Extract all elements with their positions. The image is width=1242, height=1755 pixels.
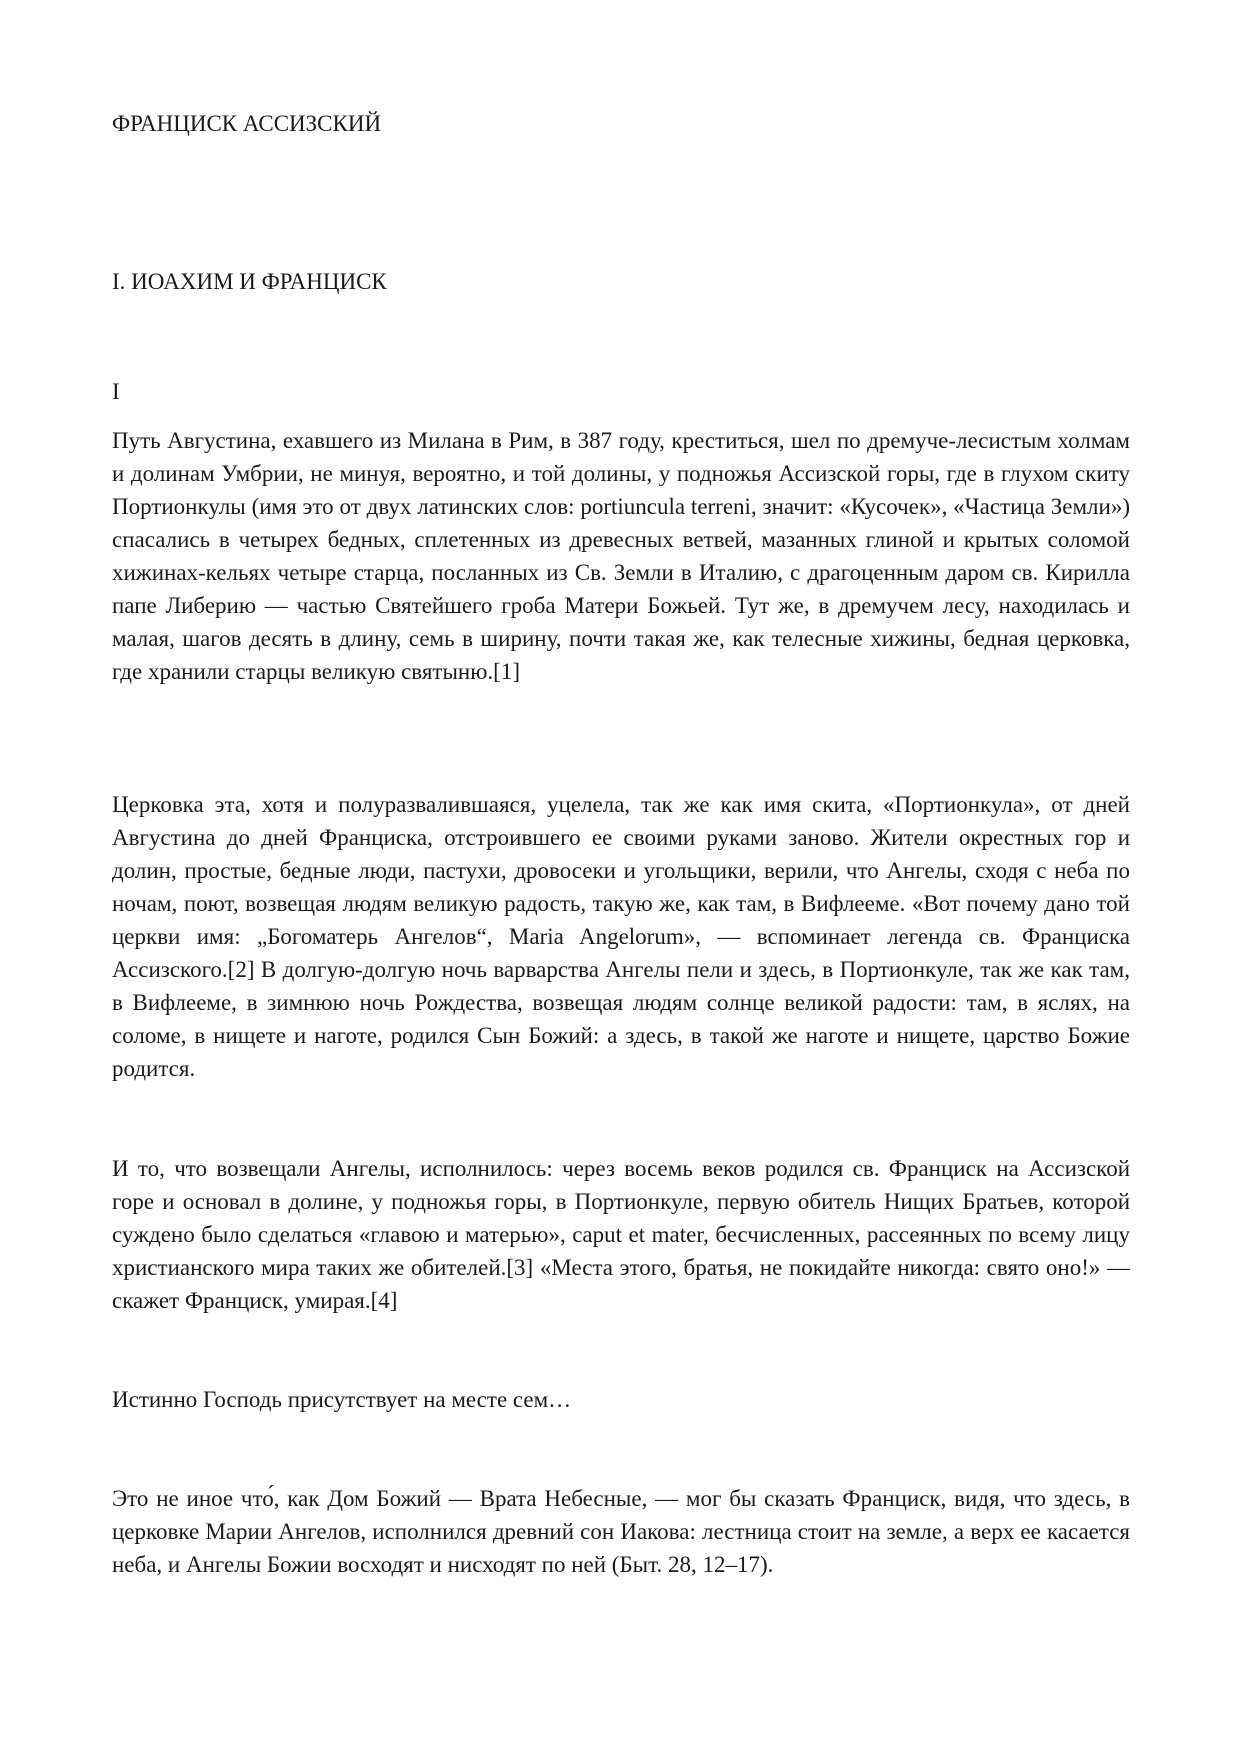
book-title: ФРАНЦИСК АССИЗСКИЙ [112, 111, 382, 136]
paragraph-2: Церковка эта, хотя и полуразвалившаяся, уцелела, так же как имя скита, «Портионкула», от дней Августина до дней Франциска, отстроившего ее своими руками заново. Жители окрестных гор и долин, простые, бедные люди, пастухи, дровосеки и угольщики, верили, что Ангелы, сходя с неба по ночам, поют, возвещая людям великую радость, такую же, как там, в Вифлееме. «Вот почему дано той церкви имя: „Богоматерь Ангелов“, Maria Angelorum», — вспоминает легенда св. Франциска Ассизского.[2] В долгую-долгую ночь варварства Ангелы пели и здесь, в Портионкуле, так же как там, в Вифлееме, в зимнюю ночь Рождества, возвещая людям солнце великой радости: там, в яслях, на соломе, в нищете и наготе, родился Сын Божий: а здесь, в такой же наготе и нищете, царство Божие родится. [112, 792, 1130, 1081]
paragraph-4: Истинно Господь присутствует на месте сем… [112, 1387, 572, 1412]
paragraph-1: Путь Августина, ехавшего из Милана в Рим, в 387 году, креститься, шел по дремуче-лесистым холмам и долинам Умбрии, не минуя, вероятно, и той долины, у подножья Ассизской горы, где в глухом скиту Портионкулы (имя это от двух латинских слов: portiuncula terreni, значит: «Кусочек», «Частица Земли») спасались в четырех бедных, сплетенных из древесных ветвей, мазанных глиной и крытых соломой хижинах-кельях четыре старца, посланных из Св. Земли в Италию, с драгоценным даром св. Кирилла папе Либерию — частью Святейшего гроба Матери Божьей. Тут же, в дремучем лесу, находилась и малая, шагов десять в длину, семь в ширину, почти такая же, как телесные хижины, бедная церковка, где хранили старцы великую святыню.[1] [112, 428, 1130, 684]
chapter-title: I. ИОАХИМ И ФРАНЦИСК [112, 269, 387, 294]
paragraph-3: И то, что возвещали Ангелы, исполнилось: через восемь веков родился св. Франциск на Ассизской горе и основал в долине, у подножья горы, в Портионкуле, первую обитель Нищих Братьев, которой суждено было сделаться «главою и матерью», caput et mater, бесчисленных, рассеянных по всему лицу христианского мира таких же обителей.[3] «Места этого, братья, не покидайте никогда: свято оно!» — скажет Франциск, умирая.[4] [112, 1156, 1130, 1313]
paragraph-5: Это не иное что́, как Дом Божий — Врата Небесные, — мог бы сказать Франциск, видя, что здесь, в церковке Марии Ангелов, исполнился древний сон Иакова: лестница стоит на земле, а верх ее касается неба, и Ангелы Божии восходят и нисходят по ней (Быт. 28, 12–17). [112, 1486, 1130, 1577]
section-number: I [112, 379, 120, 404]
